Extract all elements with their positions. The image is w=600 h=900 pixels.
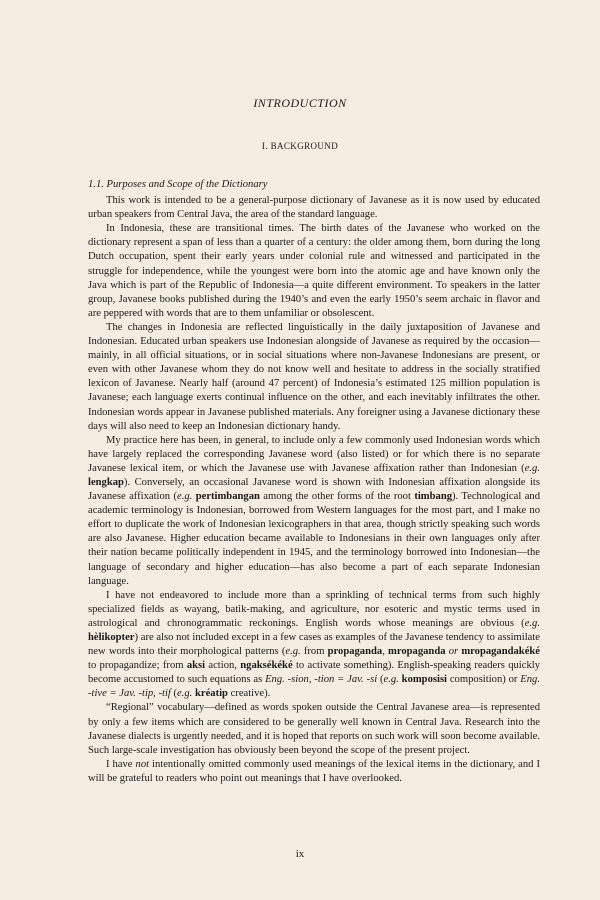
paragraph [88,222,540,321]
text-run: from [300,646,328,658]
text-run: In Indonesia, these are transitional times. The birth dates of the Javanese who worked on the dictionary represent a span of less than a quarter of a century: the older among them, born during the long Dutch occupation, spent their early years under colonial rule and witnessed and participated in the struggle for independence, while the youngest were born into the atomic age and have known only the Java which is part of the Republic of Indonesia—a quite different environment. To speakers in the latter group, Javanese books published during the 1940’s and even the early 1950’s seem archaic in flavor and are peppered with words that are to them unfamiliar or obsolescent. [88,223,540,319]
text-run: ). Conversely, an occasional Javanese word is shown with Indonesian affixation alongside its Javanese affixation ( [88,476,540,503]
paragraph-list [88,194,540,786]
paragraph [88,321,540,434]
headword: kréatip [194,688,228,700]
text-run: , [382,646,389,658]
italic-text: e.g. [177,688,193,700]
headword: mropaganda [388,646,446,658]
italic-text: Eng. -sion, -tion = Jav. -si [265,674,378,686]
text-run: creative). [227,688,271,700]
page-number: ix [295,848,305,860]
text-run: among the other forms of the root [259,491,415,503]
text-run: ( [170,688,178,700]
text-run: intentionally omitted commonly used meanings of the lexical items in the dictionary, and I will be grateful to readers who point out meanings that I have overlooked. [88,758,540,784]
text-run: I have [106,758,136,770]
headword: hèlikopter [88,632,135,643]
paragraph [88,194,540,222]
text-run: composition) or [447,674,521,686]
subsection-title: 1.1. Purposes and Scope of the Dictionary [88,179,268,190]
headword: komposisi [401,674,448,686]
text-run: to propagandize; from [88,660,187,672]
italic-text: or [448,646,459,658]
headword: mropagandakéké [461,646,540,658]
text-run: to activate something). English-speaking readers quickly become accustomed to such equations as [88,660,540,686]
section-title: I. BACKGROUND [261,141,339,151]
headword: propaganda [327,646,383,658]
italic-text: e.g. [524,617,540,629]
text-run: action, [205,660,241,672]
headword: timbang [414,491,453,503]
headword: aksi [186,660,206,672]
headword: lengkap [88,476,124,488]
text-run: ) are also not included except in a few cases as examples of the Javanese tendency to assimilate new words into their morphological patterns ( [88,632,540,658]
paragraph [88,758,540,786]
text-run: ). Technological and academic terminology is Indonesian, borrowed from Western languages for the most part, and I make no effort to duplicate the work of Indonesian lexicographers in that area, though strictly speaking such words are also Javanese. Higher education became available to Indonesians in their own languages only after their nation became politically independent in 1945, and the terminology borrowed into Indonesian—the language of secondary and higher education—has also become a part of each separate Indonesian language. [88,491,540,587]
italic-text: not [135,758,150,770]
italic-text: e.g. [177,491,193,503]
text-run: ( [377,674,384,686]
text-run: I have not endeavored to include more than a sprinkling of technical terms from such highly specialized fields as wayang, batik-making, and agriculture, nor esoteric and mystic terms used in astrological and chronogrammatic reckonings. English words whose meanings are obvious ( [88,589,540,629]
body-text [88,178,540,786]
italic-text: Eng. -tive = Jav. -tip, -tif [88,674,540,700]
text-run: My practice here has been, in general, to include only a few commonly used Indonesian words which have largely replaced the corresponding Javanese word (also listed) or for which there is no separate Javanese lexical item, or which the Javanese use with Javanese affixation rather than Indonesian ( [88,434,540,474]
italic-text: e.g. [383,674,399,686]
text-run: The changes in Indonesia are reflected linguistically in the daily juxtaposition of Javanese and Indonesian. Educated urban speakers use Indonesian alongside of Javanese as required by the occasion—mainly, in all official situations, or in social situations where non-Javanese Indonesians are present, or even with other Javanese whom they do not know well and hesitate to address in the socially stratified lexicon of Javanese. Nearly half (around 47 percent) of Indonesia’s estimated 125 million population is Javanese; each language exerts continual influence on the other, and each inevitably infiltrates the other. Indonesian words appear in Javanese published materials. Any foreigner using a Javanese dictionary these days will also need to keep an Indonesian dictionary handy. [88,321,540,432]
italic-text: e.g. [285,646,301,658]
paragraph [88,589,540,702]
text-run: This work is intended to be a general-purpose dictionary of Javanese as it is now used by educated urban speakers from Central Java, the area of the standard language. [88,195,540,221]
chapter-title: INTRODUCTION [253,96,347,110]
headword: ngaksékéké [240,660,293,672]
headword: pertimbangan [195,491,260,503]
paragraph [88,701,540,757]
italic-text: e.g. [524,462,540,474]
paragraph [88,434,540,589]
text-run: “Regional” vocabulary—defined as words spoken outside the Central Javanese area—is represented by only a few items which are considered to be generally well known in Central Java. Research into the Javanese dialects is urgently needed, and it is hoped that reports on such work will soon become available. Such large-scale investigation has obviously been beyond the scope of the present project. [88,702,540,756]
